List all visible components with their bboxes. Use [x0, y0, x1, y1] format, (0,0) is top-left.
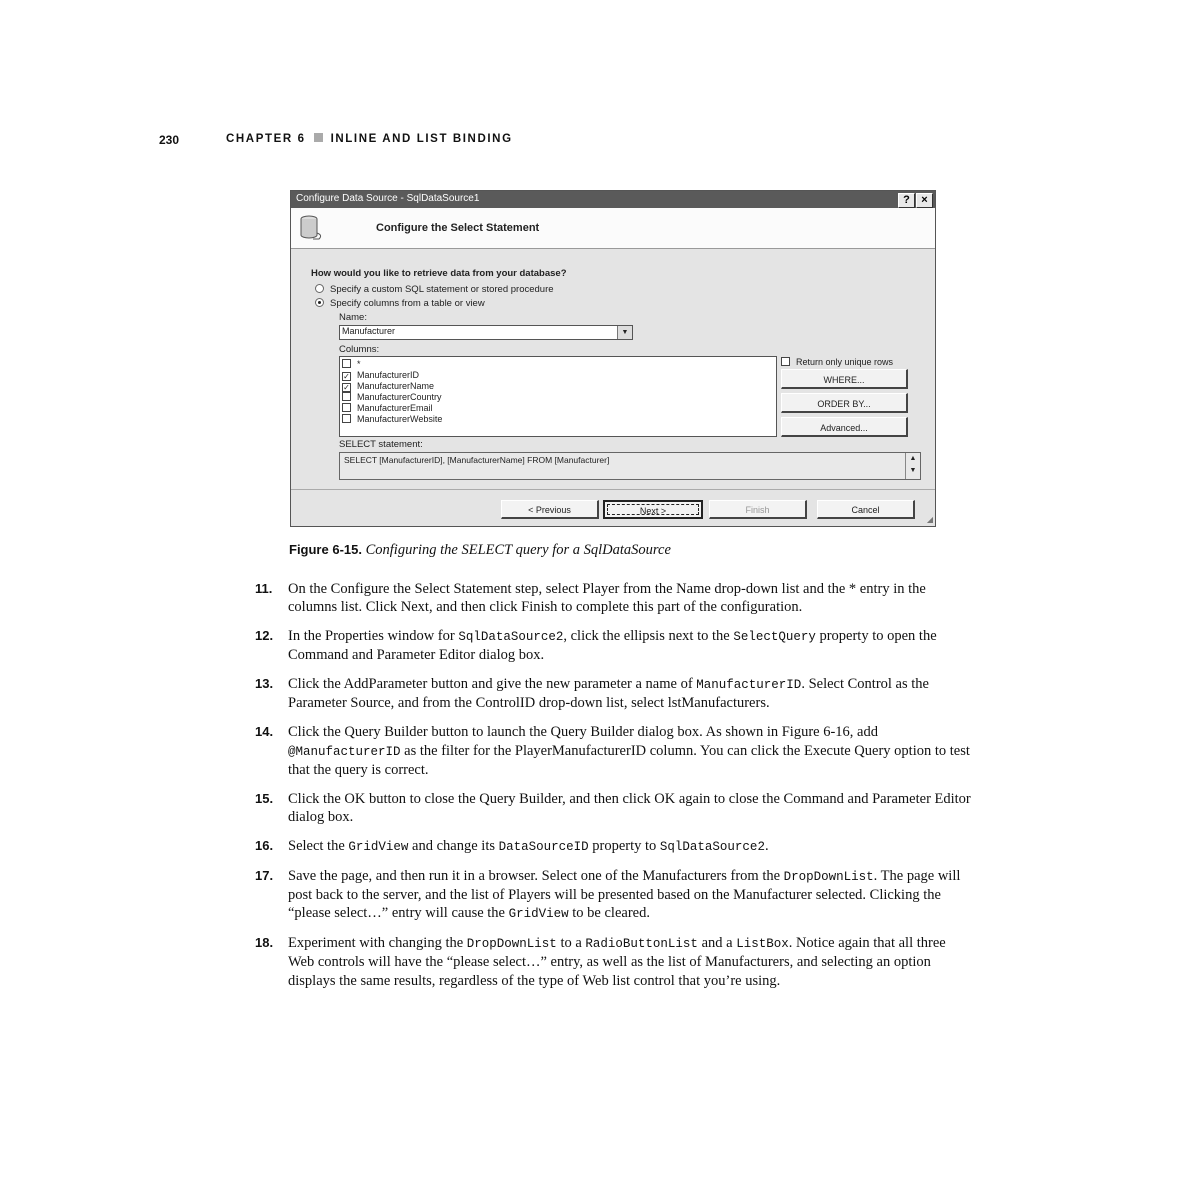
- code-text: GridView: [348, 839, 409, 854]
- step-number: 16.: [255, 837, 274, 853]
- column-label: *: [357, 359, 361, 369]
- orderby-button[interactable]: ORDER BY...: [781, 393, 908, 413]
- column-label: ManufacturerWebsite: [357, 414, 443, 424]
- select-statement-label: SELECT statement:: [339, 439, 423, 450]
- where-button[interactable]: WHERE...: [781, 369, 908, 389]
- step-number: 11.: [255, 581, 273, 596]
- scrollbar[interactable]: [905, 453, 920, 479]
- step-text: Save the page, and then run it in a browser. Select one of the Manufacturers from the: [288, 867, 784, 884]
- option-custom-sql[interactable]: [315, 284, 554, 295]
- name-dropdown[interactable]: [339, 325, 633, 340]
- code-text: GridView: [508, 907, 569, 922]
- unchecked-box-icon: [342, 359, 351, 368]
- column-item[interactable]: [342, 392, 442, 402]
- step-number: 12.: [255, 628, 274, 644]
- radio-custom-icon: [315, 284, 324, 293]
- column-item[interactable]: [342, 370, 419, 381]
- step-text: Experiment with changing the: [288, 934, 467, 951]
- chevron-down-icon[interactable]: ▼: [617, 326, 632, 339]
- section-label: INLINE AND LIST BINDING: [330, 133, 513, 145]
- scroll-down-icon[interactable]: ▼: [909, 467, 917, 474]
- code-text: SqlDataSource2: [659, 839, 765, 854]
- checked-box-icon: ✓: [343, 372, 350, 381]
- list-item: [255, 790, 975, 827]
- column-item[interactable]: [342, 359, 361, 369]
- step-text: .: [764, 837, 769, 854]
- option-specify-columns[interactable]: [315, 298, 485, 309]
- advanced-button[interactable]: Advanced...: [781, 417, 908, 437]
- step-number: 18.: [255, 934, 274, 950]
- figure-text: Configuring the SELECT query for a SqlDataSource: [365, 542, 671, 558]
- list-item: [255, 627, 975, 665]
- radio-columns-icon: [315, 298, 324, 307]
- previous-button[interactable]: < Previous: [501, 500, 599, 519]
- close-icon[interactable]: ×: [916, 193, 933, 208]
- name-label: Name:: [339, 312, 367, 323]
- dialog-title: Configure Data Source - SqlDataSource1: [296, 193, 480, 204]
- step-text: property to: [588, 837, 660, 854]
- column-item[interactable]: [342, 381, 434, 392]
- code-text: SqlDataSource2: [458, 630, 564, 645]
- running-head: [226, 133, 513, 145]
- database-icon: [299, 215, 323, 241]
- button-separator: [291, 489, 935, 490]
- columns-label: Columns:: [339, 344, 380, 355]
- square-separator-icon: [314, 133, 323, 142]
- next-button[interactable]: Next >: [603, 500, 703, 519]
- code-text: DropDownList: [783, 869, 874, 884]
- steps-list: [255, 580, 975, 1000]
- step-text: Click the OK button to close the Query Builder, and then click OK again to close the Command and Parameter Editor dialog box.: [288, 790, 971, 825]
- step-number: 13.: [255, 676, 274, 692]
- option-custom-label: Specify a custom SQL statement or stored procedure: [330, 284, 554, 295]
- step-text: as the filter for the PlayerManufacturerID column. You can click the Execute Query option to test that the query is correct.: [288, 742, 970, 778]
- configure-data-source-dialog: [290, 190, 936, 527]
- list-item: [255, 934, 975, 990]
- list-item: [255, 723, 975, 779]
- retrieve-question: How would you like to retrieve data from your database?: [311, 268, 567, 279]
- checked-box-icon: ✓: [343, 383, 350, 392]
- figure-label: Figure 6-15.: [289, 542, 362, 557]
- step-text: Click the AddParameter button and give the new parameter a name of: [288, 676, 697, 693]
- column-label: ManufacturerCountry: [357, 392, 442, 402]
- unchecked-box-icon: [342, 414, 351, 423]
- step-text: . Notice again that all three Web controls will have the “please select…” entry, as well as the list of Manufacturers, and selecting an option displays the same results, regardless of the type of Web list control that you’re using.: [288, 934, 946, 989]
- step-number: 17.: [255, 867, 274, 883]
- option-columns-label: Specify columns from a table or view: [330, 298, 485, 309]
- code-text: ManufacturerID: [696, 678, 802, 693]
- code-text: RadioButtonList: [585, 936, 698, 951]
- unique-rows-label: Return only unique rows: [796, 357, 894, 367]
- finish-button[interactable]: Finish: [709, 500, 807, 519]
- code-text: DataSourceID: [498, 839, 589, 854]
- scroll-up-icon[interactable]: ▲: [909, 455, 917, 462]
- page-header: [0, 133, 1200, 149]
- dialog-banner: [291, 208, 935, 249]
- step-text: . The page will post back to the server, and the list of Players will be presented based on the Manufacturer selected. Clicking the “please select…” entry will cause the: [288, 867, 961, 922]
- list-item: [255, 675, 975, 713]
- column-label: ManufacturerID: [357, 370, 420, 380]
- step-text: and a: [697, 934, 737, 951]
- step-text: On the Configure the Select Statement step, select Player from the Name drop-down list and the * entry in the columns list. Click Next, and then click Finish to complete this part of the configuration.: [288, 581, 926, 616]
- page-number: 230: [159, 133, 180, 147]
- step-text: . Select Control as the Parameter Source, and from the ControlID drop-down list, select lstManufacturers.: [288, 676, 929, 712]
- chapter-label: CHAPTER 6: [226, 133, 306, 145]
- column-item[interactable]: [342, 414, 442, 424]
- step-text: Select the: [288, 837, 349, 854]
- code-text: SelectQuery: [733, 630, 816, 645]
- list-item: [255, 867, 975, 924]
- resize-grip-icon[interactable]: ◢: [926, 515, 933, 524]
- list-item: [255, 580, 975, 617]
- select-statement-box[interactable]: [339, 452, 921, 480]
- column-label: ManufacturerEmail: [357, 403, 433, 413]
- step-text: to be cleared.: [568, 905, 650, 922]
- code-text: @ManufacturerID: [288, 744, 401, 759]
- column-item[interactable]: [342, 403, 433, 413]
- columns-list[interactable]: [339, 356, 777, 437]
- column-label: ManufacturerName: [357, 381, 435, 391]
- cancel-button[interactable]: Cancel: [817, 500, 915, 519]
- step-text: to a: [556, 934, 586, 951]
- step-text: , click the ellipsis next to the: [563, 628, 734, 645]
- step-text: property to open the Command and Parameter Editor dialog box.: [288, 628, 937, 664]
- help-icon[interactable]: ?: [898, 193, 915, 208]
- step-number: 14.: [255, 724, 274, 740]
- code-text: ListBox: [736, 936, 789, 951]
- step-number: 15.: [255, 790, 274, 806]
- unique-rows-checkbox[interactable]: [781, 357, 893, 367]
- unchecked-box-icon: [342, 403, 351, 412]
- name-value: Manufacturer: [342, 326, 396, 336]
- step-text: Click the Query Builder button to launch the Query Builder dialog box. As shown in Figure 6-16, add: [288, 724, 878, 741]
- code-text: DropDownList: [466, 936, 557, 951]
- dialog-titlebar: [291, 191, 935, 208]
- step-text: In the Properties window for: [288, 628, 459, 645]
- select-statement-text: SELECT [ManufacturerID], [ManufacturerName] FROM [Manufacturer]: [344, 455, 610, 465]
- unique-rows-check-icon: [781, 357, 790, 366]
- list-item: [255, 837, 975, 856]
- banner-title: Configure the Select Statement: [376, 222, 540, 234]
- step-text: and change its: [408, 837, 499, 854]
- figure-caption: [289, 542, 671, 559]
- unchecked-box-icon: [342, 392, 351, 401]
